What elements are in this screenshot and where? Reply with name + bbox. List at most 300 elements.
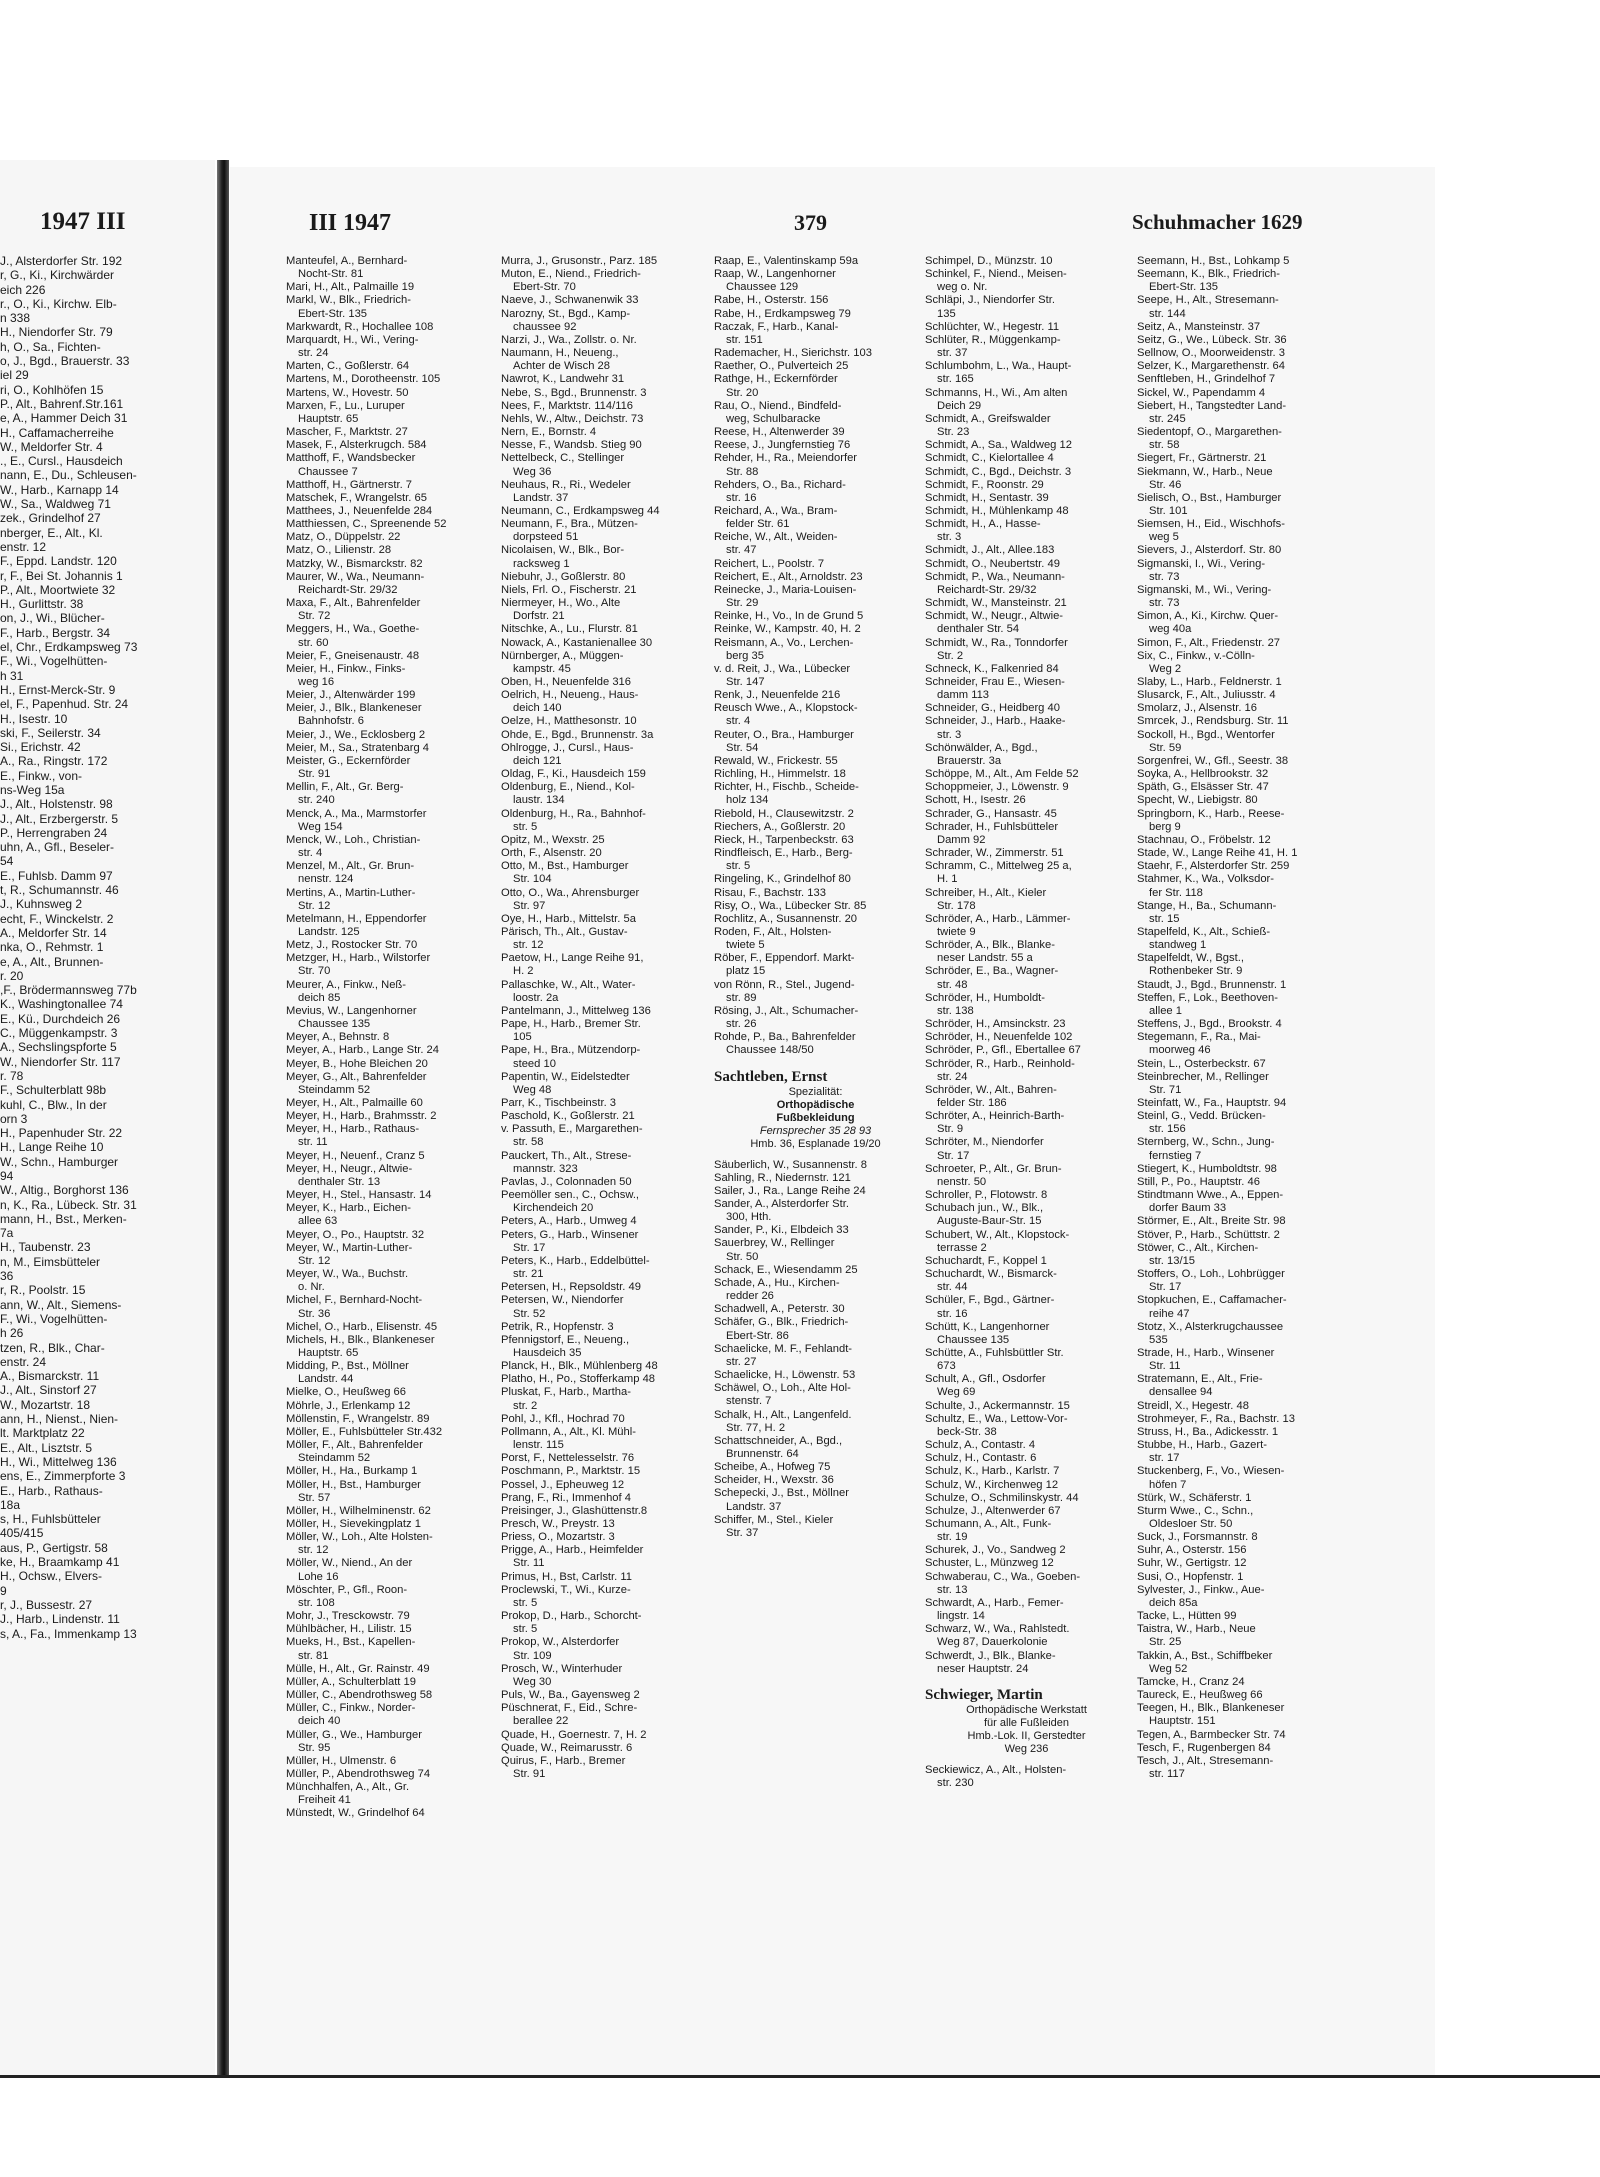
directory-entry-line: allee 1 [1149,1004,1182,1017]
directory-entry-line: Reichert, E., Alt., Arnoldstr. 23 [714,570,863,583]
directory-entry-line: Reuter, O., Bra., Hamburger [714,728,854,741]
directory-entry-line: Schulz, K., Harb., Karlstr. 7 [925,1465,1060,1478]
directory-entry-line: Sander, A., Alsterdorfer Str. [714,1198,849,1210]
left-listing-line: H., Caffamacherreihe [0,425,114,440]
directory-entry-line: Weg 36 [513,465,552,478]
directory-entry-line: Pantelmann, J., Mittelweg 136 [501,1004,651,1017]
directory-entry-line: Metelmann, H., Eppendorfer [286,912,427,925]
directory-entry-line: Weg 48 [513,1083,552,1096]
directory-entry-line: str. 144 [1149,307,1186,320]
directory-entry-line: Schrader, G., Hansastr. 45 [925,807,1057,820]
directory-entry-line: Ebert-Str. 70 [513,281,576,294]
directory-entry-line: Matz, O., Lilienstr. 28 [286,544,392,557]
directory-entry-line: Schadwell, A., Peterstr. 30 [714,1303,845,1316]
directory-entry-line: Str. 11 [1149,1360,1181,1373]
directory-entry-line: Soyka, A., Hellbrookstr. 32 [1137,768,1269,781]
directory-entry-line: Paetow, H., Lange Reihe 91, [501,952,644,965]
directory-entry-line: Rohde, P., Ba., Bahrenfelder [714,1031,856,1044]
directory-entry-line: Smrcek, J., Rendsburg. Str. 11 [1137,715,1289,728]
directory-entry-line: Möschter, P., Gfl., Roon- [286,1583,408,1596]
directory-entry-line: Schulze, O., Schmilinskystr. 44 [925,1491,1079,1504]
directory-entry-line: densallee 94 [1149,1386,1213,1399]
directory-entry-line: str. 26 [726,1018,757,1031]
left-listing-line: 36 [0,1269,14,1284]
directory-entry-line: Möller, E., Fuhlsbütteler Str.432 [286,1425,443,1438]
directory-entry-line: Str. 29 [726,597,759,610]
directory-entry-line: Mueks, H., Bst., Kapellen- [286,1636,416,1649]
directory-entry-line: Peters, K., Harb., Eddelbüttel- [501,1254,650,1267]
directory-entry-line: Papentin, W., Eidelstedter [501,1070,630,1083]
right-page [230,167,1435,2075]
directory-entry-line: Peemöller sen., C., Ochsw., [501,1189,640,1202]
left-listing-line: H., Ernst-Merck-Str. 9 [0,682,116,697]
left-listing-line: F., Wi., Vogelhütten- [0,654,108,669]
left-listing-line: ns-Weg 15a [0,782,65,797]
directory-entry-line: str. 58 [513,1136,544,1149]
directory-entry-line: Oldag, F., Ki., Hausdeich 159 [501,768,646,781]
left-listing-line: J., Alt., Erzbergerstr. 5 [0,811,119,826]
left-listing-line: H., Wi., Mittelweg 136 [0,1454,117,1469]
left-listing-line: orn 3 [0,1111,28,1126]
directory-entry-line: str. 47 [726,544,757,557]
directory-entry-line: Risy, O., Wa., Lübecker Str. 85 [714,899,867,912]
directory-entry-line: Möller, W., Niend., An der [286,1557,413,1570]
directory-entry-line: Neumann, C., Erdkampsweg 44 [501,504,660,517]
directory-entry-line: Prokop, W., Alsterdorfer [501,1636,620,1649]
directory-entry-line: Rehders, O., Ba., Richard- [714,478,846,491]
directory-entry-line: Stiegert, K., Humboldtstr. 98 [1137,1162,1277,1175]
left-listing-line: r. 78 [0,1068,24,1083]
directory-entry-line: Schwerdt, J., Blk., Blanke- [925,1649,1056,1662]
directory-entry-line: Schulz, A., Contastr. 4 [925,1439,1036,1452]
directory-entry-line: felder Str. 61 [726,518,790,531]
directory-entry-line: Tamcke, H., Cranz 24 [1137,1675,1245,1688]
directory-entry-line: Meier, H., Finkw., Finks- [286,662,406,675]
directory-entry-line: Sailer, J., Ra., Lange Reihe 24 [714,1184,866,1197]
directory-entry-line: Nern, E., Bornstr. 4 [501,426,597,439]
directory-entry-line: Peters, A., Harb., Umweg 4 [501,1215,637,1228]
directory-entry-line: Steindamm 52 [298,1452,371,1465]
left-listing-line: P., Alt., Bahrenf.Str.161 [0,396,124,411]
directory-entry-line: str. 60 [298,636,329,649]
directory-entry-line: Schlumbohm, L., Wa., Haupt- [925,360,1072,373]
directory-entry-line: Sorgenfrei, W., Gfl., Seestr. 38 [1137,754,1289,767]
directory-entry-line: Meier, F., Gneisenaustr. 48 [286,649,420,662]
directory-entry-line: kampstr. 45 [513,662,571,675]
left-listing-line: Si., Erichstr. 42 [0,740,81,755]
directory-entry-line: Selzer, K., Margarethenstr. 64 [1137,360,1285,373]
directory-entry-line: beck-Str. 38 [937,1425,997,1438]
left-listing-line: W., Mozartstr. 18 [0,1397,91,1412]
left-listing-line: ann, W., Alt., Siemens- [0,1297,122,1312]
directory-entry-line: Sturm Wwe., C., Schn., [1137,1504,1254,1517]
directory-entry-line: Ebert-Str. 135 [1149,281,1219,294]
directory-entry-line: str. 5 [513,820,538,833]
directory-entry-line: str. 165 [937,373,974,386]
directory-entry-line: Scheider, H., Wexstr. 36 [714,1474,834,1487]
directory-entry-line: lenstr. 115 [513,1439,564,1452]
directory-entry-line: Nees, F., Marktstr. 114/116 [501,399,634,412]
directory-entry-line: Porst, F., Nettelesselstr. 76 [501,1452,635,1465]
left-listing-line: A., Bismarckstr. 11 [0,1369,100,1384]
directory-entry-line: Rathge, H., Eckernförder [714,373,838,386]
directory-entry-line: Orth, F., Alsenstr. 20 [501,847,602,860]
directory-entry-line: Six, C., Finkw., v.-Cölln- [1137,649,1255,662]
directory-entry-line: Meier, M., Sa., Stratenbarg 4 [286,741,430,754]
directory-entry-line: Schneck, K., Falkenried 84 [925,662,1059,675]
directory-entry-line: Freiheit 41 [298,1794,351,1807]
directory-entry-line: str. 11 [298,1136,328,1149]
directory-entry-line: str. 21 [513,1268,544,1281]
left-listing-line: E., Harb., Rathaus- [0,1483,103,1498]
directory-entry-line: Nürnberger, A., Müggen- [501,649,624,662]
directory-entry-line: Schiffer, M., Stel., Kieler [714,1513,834,1526]
directory-entry-line: Pärisch, Th., Alt., Gustav- [501,925,628,938]
directory-entry-line: Reichert, L., Poolstr. 7 [714,557,825,570]
directory-entry-line: Schröder, H., Humboldt- [925,991,1046,1004]
directory-entry-line: Staudt, J., Bgd., Brunnenstr. 1 [1137,978,1287,991]
left-page-header: 1947 III [40,208,126,235]
directory-entry-line: Schrader, W., Zimmerstr. 51 [925,847,1064,860]
left-listing-line: 54 [0,854,14,869]
directory-entry-line: Pape, H., Bra., Mützendorp- [501,1044,641,1057]
directory-entry-line: str. 156 [1149,1123,1186,1136]
directory-entry-line: Str. 23 [937,426,970,439]
directory-entry-line: Schütte, A., Fuhlsbüttler Str. [925,1346,1064,1359]
directory-entry-line: mannstr. 323 [513,1162,578,1175]
directory-entry-line: Landstr. 44 [298,1373,354,1386]
directory-entry-line: Manteufel, A., Bernhard- [286,255,408,267]
left-listing-line: ri, O., Kohlhöfen 15 [0,382,104,397]
directory-entry-line: Möllenstin, F., Wrangelstr. 89 [286,1412,430,1425]
directory-entry-line: Planck, H., Blk., Mühlenberg 48 [501,1360,658,1373]
directory-entry-line: Stöwer, C., Alt., Kirchen- [1137,1241,1259,1254]
left-listing-line: E., Finkw., von- [0,768,83,783]
directory-entry-line: str. 16 [937,1307,968,1320]
directory-entry-line: Weg 2 [1149,662,1182,675]
directory-entry-line: Str. 71 [1149,1083,1182,1096]
directory-entry-line: Simon, A., Ki., Kirchw. Quer- [1137,610,1279,623]
directory-entry-line: Rindfleisch, E., Harb., Berg- [714,847,853,860]
directory-entry-line: Chaussee 135 [298,1018,371,1031]
directory-entry-line: Schläpi, J., Niendorfer Str. [925,294,1055,307]
directory-entry-line: Str. 17 [937,1149,970,1162]
directory-entry-line: Schmidt, W., Mansteinstr. 21 [925,597,1067,610]
directory-entry-line: Meyer, H., Neugr., Altwie- [286,1162,413,1175]
advertisement-line: Orthopädische [776,1098,855,1111]
directory-entry-line: Nehls, W., Altw., Deichstr. 73 [501,412,644,425]
directory-entry-line: H. 1 [937,873,958,886]
directory-entry-line: Primus, H., Bst, Carlstr. 11 [501,1570,632,1583]
left-listing-line: iel 29 [0,368,29,383]
directory-entry-line: Neumann, F., Bra., Mützen- [501,518,638,531]
directory-entry-line: str. 230 [937,1777,974,1790]
directory-entry-line: Stahmer, K., Wa., Volksdor- [1137,873,1274,886]
directory-entry-line: Püschnerat, F., Eid., Schre- [501,1702,638,1715]
directory-entry-line: denthaler Str. 54 [937,623,1020,636]
directory-entry-line: Ohde, E., Bgd., Brunnenstr. 3a [501,728,654,741]
directory-entry-line: Rewald, W., Frickestr. 55 [714,754,838,767]
directory-entry-line: Smolarz, J., Alsenstr. 16 [1137,702,1258,715]
directory-entry-line: Säuberlich, W., Susannenstr. 8 [714,1158,867,1171]
directory-entry-line: Schwardt, A., Harb., Femer- [925,1596,1064,1609]
directory-entry-line: Seemann, K., Blk., Friedrich- [1137,268,1281,281]
directory-entry-line: Maxa, F., Alt., Bahrenfelder [286,597,421,610]
directory-entry-line: Pohl, J., Kfl., Hochrad 70 [501,1412,625,1425]
directory-entry-line: Str. 72 [298,610,331,623]
directory-entry-line: Meyer, H., Stel., Hansastr. 14 [286,1189,432,1202]
directory-entry-line: Schmidt, J., Alt., Allee.183 [925,544,1055,557]
directory-entry-line: Metzger, H., Harb., Wilstorfer [286,952,431,965]
directory-entry-line: Oye, H., Harb., Mittelstr. 5a [501,912,636,925]
directory-entry-line: Schwaberau, C., Wa., Goeben- [925,1570,1081,1583]
directory-entry-line: Schubert, W., Alt., Klopstock- [925,1228,1070,1241]
directory-entry-line: fernstieg 7 [1149,1149,1202,1162]
directory-entry-line: Marxen, F., Lu., Luruper [286,399,405,412]
left-listing-line: el, F., Papenhud. Str. 24 [0,697,129,712]
left-listing-line: J., Alt., Holstenstr. 98 [0,797,113,812]
directory-entry-line: Meggers, H., Wa., Goethe- [286,623,420,636]
directory-entry-line: Otto, O., Wa., Ahrensburger [501,886,640,899]
directory-entry-line: Slusarck, F., Alt., Juliusstr. 4 [1137,689,1276,702]
left-listing-line: on, J., Wi., Blücher- [0,611,105,626]
directory-entry-line: Otto, M., Bst., Hamburger [501,860,629,873]
directory-entry-line: Sternberg, W., Schn., Jung- [1137,1136,1275,1149]
directory-entry-line: 535 [1149,1333,1168,1346]
directory-entry-line: Schulze, J., Altenwerder 67 [925,1504,1061,1517]
directory-entry-line: str. 17 [1149,1452,1180,1465]
directory-entry-line: stenstr. 7 [726,1395,772,1408]
directory-entry-line: Schröder, W., Alt., Bahren- [925,1083,1057,1096]
directory-entry-line: Menzel, M., Alt., Gr. Brun- [286,860,415,873]
directory-entry-line: str. 58 [1149,439,1180,452]
directory-entry-line: Str. 95 [298,1741,331,1754]
directory-entry-line: Possel, J., Epheuweg 12 [501,1478,625,1491]
directory-entry-line: Slaby, L., Harb., Feldnerstr. 1 [1137,676,1282,688]
directory-entry-line: Schramm, C., Mittelweg 25 a, [925,860,1072,873]
left-listing-line: r, F., Bei St. Johannis 1 [0,568,123,583]
left-listing-line: C., Müggenkampstr. 3 [0,1026,118,1041]
directory-entry-line: Str. 59 [1149,741,1182,754]
directory-entry-line: str. 48 [937,978,968,991]
directory-entry-line: Schattschneider, A., Bgd., [714,1434,843,1447]
left-listing-line: H., Lange Reihe 10 [0,1140,104,1155]
directory-entry-line: Str. 91 [513,1767,546,1780]
directory-entry-line: Steinfatt, W., Fa., Hauptstr. 94 [1137,1097,1287,1109]
directory-entry-line: Schmidt, A., Sa., Waldweg 12 [925,439,1072,452]
directory-entry-line: Brauerstr. 3a [937,754,1002,767]
directory-entry-line: Meyer, W., Wa., Buchstr. [286,1268,409,1281]
left-listing-line: ski, F., Seilerstr. 34 [0,725,101,740]
directory-entry-line: Neuhaus, R., Ri., Wedeler [501,478,631,491]
directory-entry-line: Kirchendeich 20 [513,1202,594,1215]
directory-entry-line: Hausdeich 35 [513,1346,582,1359]
left-listing-line: W., Niendorfer Str. 117 [0,1054,121,1069]
directory-entry-line: Müller, A., Schulterblatt 19 [286,1675,416,1688]
directory-entry-line: Stindtmann Wwe., A., Eppen- [1137,1189,1284,1202]
directory-entry-line: Reese, J., Jungfernstieg 76 [714,439,851,452]
directory-entry-line: Steinbrecher, M., Rellinger [1137,1070,1269,1083]
directory-entry-line: Niels, Frl. O., Fischerstr. 21 [501,583,637,596]
directory-entry-line: Schuchardt, W., Bismarck- [925,1268,1057,1281]
directory-entry-line: Richter, H., Fischb., Scheide- [714,781,859,794]
directory-entry-line: Marten, C., Goßlerstr. 64 [286,360,410,373]
left-listing-line: K., Washingtonallee 74 [0,997,123,1012]
directory-entry-line: Meyer, B., Hohe Bleichen 20 [286,1057,428,1070]
directory-entry-line: Sockoll, H., Bgd., Wentorfer [1137,728,1275,741]
directory-entry-line: Landstr. 37 [513,491,569,504]
directory-entry-line: Schütt, K., Langenhorner [925,1320,1050,1333]
left-listing-line: r, J., Bussestr. 27 [0,1597,93,1612]
directory-entry-line: Narzi, J., Wa., Zollstr. o. Nr. [501,333,637,346]
directory-entry-line: Markl, W., Blk., Friedrich- [286,294,411,307]
directory-entry-line: Reusch Wwe., A., Klopstock- [714,702,858,715]
directory-entry-line: Str. 37 [726,1526,759,1539]
left-listing-line: enstr. 12 [0,539,47,554]
left-listing-line: 7a [0,1226,14,1241]
directory-entry-line: Michels, H., Blk., Blankeneser [286,1333,435,1346]
directory-entry-line: Oldenburg, H., Ra., Bahnhof- [501,807,646,820]
directory-entry-line: Preisinger, J., Glashüttenstr.8 [501,1504,648,1517]
directory-entry-line: Landstr. 125 [298,925,360,938]
directory-entry-line: Tesch, J., Alt., Stresemann- [1137,1754,1274,1767]
directory-entry-line: Petersen, W., Niendorfer [501,1294,624,1307]
directory-entry-line: Späth, G., Elsässer Str. 47 [1137,781,1269,794]
left-page-listing [0,254,215,1641]
directory-entry-line: Paschold, K., Goßlerstr. 21 [501,1110,635,1123]
directory-entry-line: weg 16 [298,676,335,688]
directory-entry-line: str. 15 [1149,912,1180,925]
directory-entry-line: Meier, J., We., Ecklosberg 2 [286,728,426,741]
listing-column-5 [1137,255,1340,1781]
directory-entry-line: Weg 69 [937,1386,976,1399]
directory-entry-line: Matthoff, H., Gärtnerstr. 7 [286,478,413,491]
advertisement-schwieger [925,1686,1128,1756]
directory-entry-line: Str. 88 [726,465,759,478]
directory-entry-line: steed 10 [513,1057,556,1070]
directory-entry-line: weg, Schulbaracke [726,412,821,425]
directory-entry-line: Murra, J., Grusonstr., Parz. 185 [501,255,658,267]
directory-entry-line: Renk, J., Neuenfelde 216 [714,689,841,702]
left-listing-line: s, H., Fuhlsbütteler [0,1512,101,1527]
directory-entry-line: Meyer, H., Alt., Palmaille 60 [286,1097,423,1109]
left-listing-line: H., Taubenstr. 23 [0,1240,91,1255]
directory-entry-line: Naumann, H., Neueng., [501,347,619,360]
advertisement-line: Hmb.-Lok. II, Gerstedter [967,1729,1086,1742]
directory-entry-line: Mevius, W., Langenhorner [286,1004,417,1017]
directory-entry-line: Nebe, S., Bgd., Brunnenstr. 3 [501,386,647,399]
directory-entry-line: Steinl, G., Vedd. Brücken- [1137,1110,1266,1123]
directory-entry-line: Str. 104 [513,873,552,886]
directory-entry-line: dorfer Baum 33 [1149,1202,1227,1215]
directory-entry-line: weg o. Nr. [937,281,988,294]
directory-entry-line: str. 19 [937,1531,968,1544]
directory-entry-line: Scheibe, A., Hofweg 75 [714,1461,831,1474]
directory-entry-line: str. 12 [513,939,544,952]
directory-entry-line: Prigge, A., Harb., Heimfelder [501,1544,644,1557]
directory-entry-line: Pauckert, Th., Alt., Strese- [501,1149,632,1162]
directory-entry-line: Raap, W., Langenhorner [714,268,836,281]
advertisement-line: Spezialität: [788,1085,843,1098]
directory-entry-line: Poschmann, P., Marktstr. 15 [501,1465,641,1478]
directory-entry-line: Meurer, A., Finkw., Neß- [286,978,406,991]
directory-entry-line: Rochlitz, A., Susannenstr. 20 [714,912,858,925]
advertisement-sachtleben [714,1068,917,1151]
directory-entry-line: standweg 1 [1149,939,1207,952]
left-listing-line: H., Isestr. 10 [0,711,68,726]
advertisement-line: Orthopädische Werkstatt [966,1703,1087,1716]
directory-entry-line: Schuchardt, F., Koppel 1 [925,1254,1047,1267]
directory-entry-line: weg 5 [1149,531,1179,544]
directory-entry-line: str. 151 [726,333,763,346]
directory-entry-line: Schröder, P., Gfl., Ebertallee 67 [925,1044,1081,1057]
directory-entry-line: Suck, J., Forsmannstr. 8 [1137,1531,1258,1544]
directory-entry-line: Naeve, J., Schwanenwik 33 [501,294,639,307]
left-listing-line: eich 226 [0,282,46,297]
left-listing-line: h 26 [0,1326,24,1341]
directory-entry-line: Strohmeyer, F., Ra., Bachstr. 13 [1137,1412,1295,1425]
directory-entry-line: Martens, M., Dorotheenstr. 105 [286,373,441,386]
directory-entry-line: Teegen, H., Blk., Blankeneser [1137,1702,1285,1715]
left-listing-line: H., Papenhuder Str. 22 [0,1126,123,1141]
left-listing-line: F., Eppd. Landstr. 120 [0,554,117,569]
directory-entry-line: Möller, F., Alt., Bahrenfelder [286,1439,423,1452]
directory-entry-line: 673 [937,1360,956,1373]
left-listing-line: F., Wi., Vogelhütten- [0,1311,108,1326]
directory-entry-line: Schneider, J., Harb., Haake- [925,715,1066,728]
directory-entry-line: Mari, H., Alt., Palmaille 19 [286,281,415,294]
directory-entry-line: Stange, H., Ba., Schumann- [1137,899,1277,912]
scan-bottom-margin [0,2075,1600,2177]
left-listing-line: e, A., Hammer Deich 31 [0,411,128,426]
left-listing-line: h 31 [0,668,24,683]
left-listing-line: enstr. 24 [0,1354,47,1369]
directory-entry-line: Schmidt, C., Bgd., Deichstr. 3 [925,465,1072,478]
directory-entry-line: Oldesloer Str. 50 [1149,1518,1233,1530]
directory-entry-line: Lohe 16 [298,1570,339,1583]
directory-entry-line: Schrader, H., Fuhlsbütteler [925,820,1059,833]
left-listing-line: h, O., Sa., Fichten- [0,339,101,354]
left-listing-line: 94 [0,1169,14,1183]
directory-entry-line: Siegert, Fr., Gärtnerstr. 21 [1137,452,1267,465]
directory-entry-line: Stein, L., Osterbeckstr. 67 [1137,1057,1266,1070]
directory-entry-line: reihe 47 [1149,1307,1190,1320]
directory-entry-line: str. 5 [513,1623,538,1636]
directory-entry-line: Schumann, A., Alt., Funk- [925,1518,1052,1530]
directory-entry-line: nenstr. 124 [298,873,354,886]
directory-entry-line: str. 3 [937,531,962,544]
directory-entry-line: str. 13/15 [1149,1254,1196,1267]
directory-entry-line: Riechers, A., Goßlerstr. 20 [714,820,846,833]
directory-entry-line: Seitz, A., Mansteinstr. 37 [1137,320,1261,333]
directory-entry-line: nenstr. 50 [937,1175,987,1188]
left-listing-line: tzen, R., Blk., Char- [0,1340,105,1355]
directory-entry-line: Meyer, W., Martin-Luther- [286,1241,413,1254]
directory-entry-line: Schott, H., Isestr. 26 [925,794,1026,807]
left-listing-line: r., O., Ki., Kirchw. Elb- [0,296,117,311]
directory-entry-line: Matz, O., Düppelstr. 22 [286,531,401,544]
directory-entry-line: Str. 50 [726,1250,759,1263]
directory-entry-line: deich 121 [513,754,562,767]
directory-entry-line: str. 5 [513,1596,538,1609]
directory-entry-line: Marquardt, H., Wi., Vering- [286,333,419,346]
directory-entry-line: Menck, W., Loh., Christian- [286,833,421,846]
directory-entry-line: denthaler Str. 13 [298,1175,381,1188]
directory-entry-line: Proclewski, T., Wi., Kurze- [501,1583,631,1596]
directory-entry-line: str. 5 [726,860,751,873]
directory-entry-line: str. 3 [937,728,962,741]
page-number: 379 [794,210,827,235]
